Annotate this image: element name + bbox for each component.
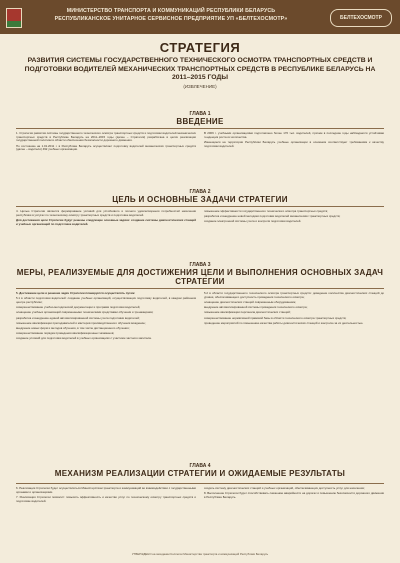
paragraph: создание электронной системы учета и контроля подготовки водителей. [204, 219, 302, 224]
org-line-1: МИНИСТЕРСТВО ТРАНСПОРТА И КОММУНИКАЦИЙ РЕСПУБЛИКИ БЕЛАРУСЬ [66, 8, 276, 14]
paragraph: внедрение новых форм и методов обучения, в том числе дистанционного обучения; [16, 325, 130, 330]
org-line-2: РЕСПУБЛИКАНСКОЕ УНИТАРНОЕ СЕРВИСНОЕ ПРЕДПРИЯТИЕ УП «БЕЛТЕХОСМОТР» [54, 16, 288, 22]
paragraph: В 2009 г. учебными организациями подготовлено более 170 тыс. водителей, причем в последние годы наблюдается устойчивая тенденция роста их количества. [204, 132, 384, 139]
paragraph: 5.1 в области подготовки водителей: создание учебных организаций, осуществляющих подготовку водителей, в каждом районном центре республики; [16, 296, 196, 304]
right-column [204, 210, 384, 256]
chapter-3-body [16, 292, 384, 407]
paragraph: повышение квалификации персонала диагностических станций; [204, 310, 291, 315]
chapter-number: ГЛАВА 2 [189, 189, 211, 195]
footer-note: УТВЕРЖДЕНО на заседании Коллегии Министерства транспорта и коммуникаций Республики Беларусь [131, 552, 269, 556]
page-subtitle: РАЗВИТИЯ СИСТЕМЫ ГОСУДАРСТВЕННОГО ТЕХНИЧЕСКОГО ОСМОТРА ТРАНСПОРТНЫХ СРЕДСТВ И ПОДГОТОВКИ ВОДИТЕЛЕЙ МЕХАНИЧЕСКИХ ТРАНСПОРТНЫХ СРЕДСТВ В РЕСПУБЛИКЕ БЕЛАРУСЬ НА 2011–2015 ГОДЫ [24, 57, 376, 82]
beltehosmotr-logo: БЕЛТЕХОСМОТР [330, 9, 392, 27]
chapter-4-body [16, 487, 384, 549]
paragraph: оснащение учебных организаций современными техническими средствами обучения и тренажерами; [16, 310, 154, 315]
right-column [204, 487, 384, 549]
divider [16, 288, 384, 289]
chapter-3-heading [16, 262, 384, 286]
paragraph: 4. Целью Стратегии является формирование условий для устойчивого и полного удовлетворения потребностей населения республики в услугах по техническому осмотру транспортных средств и подготовке водителей. [16, 210, 196, 217]
paragraph: совершенствование порядка проведения квалификационных экзаменов; [16, 331, 115, 336]
left-column [16, 132, 196, 184]
chapter-title: ЦЕЛЬ И ОСНОВНЫЕ ЗАДАЧИ СТРАТЕГИИ [112, 195, 288, 204]
paragraph: По состоянию на 1.01.2011 г. в Республике Беларусь осуществляют подготовку водителей механических транспортных средств (далее – водители) 492 учебных организации. [16, 143, 196, 152]
paragraph: 5.2 в области государственного технического осмотра транспортных средств: доведение количества диагностических станций до уровня, обеспечивающего доступность проведения технического осмотра; [204, 292, 384, 299]
chapter-2-heading [16, 189, 384, 204]
paragraph: 1. Стратегия развития системы государственного технического осмотра транспортных средств и подготовки водителей механических транспортных средств в Республике Беларусь на 2011–2015 годы (далее – Стратегия) разработана в целях реализации государственной политики в области обеспечения безопасности дорожного движения. [16, 132, 196, 143]
chapter-number: ГЛАВА 4 [189, 463, 211, 469]
paragraph: создать систему диагностических станций и учебных организаций, обеспечивающих доступность услуг для населения; [204, 487, 365, 490]
left-column [16, 292, 196, 407]
paragraph: 5. Достижение цели и решение задач Стратегии планируется осуществлять путем: [16, 292, 136, 295]
flag-icon [6, 8, 22, 28]
divider [16, 206, 384, 207]
chapter-title: МЕХАНИЗМ РЕАЛИЗАЦИИ СТРАТЕГИИ И ОЖИДАЕМЫЕ РЕЗУЛЬТАТЫ [54, 469, 346, 478]
paragraph: разработка и внедрение новой методики подготовки водителей механических транспортных средств; [204, 214, 341, 219]
excerpt-note: (ИЗВЛЕЧЕНИЕ) [183, 83, 217, 89]
chapter-number: ГЛАВА 3 [189, 262, 211, 268]
paragraph: Имеющиеся на территории Республики Беларусь учебные организации в основном соответствуют требованиям к качеству подготовки водителей. [204, 139, 384, 148]
chapter-title: ВВЕДЕНИЕ [176, 117, 224, 126]
title-block [20, 40, 380, 89]
left-column [16, 487, 196, 549]
paragraph: проведение мероприятий по повышению качества работы диагностических станций и контролю за их деятельностью. [204, 320, 364, 325]
chapter-4-heading [16, 463, 384, 478]
paragraph: Для достижения цели Стратегии будут решены следующие основные задачи: создание системы диагностических станций и учебных организаций по подготовке водителей. [16, 217, 196, 226]
paragraph: внедрение автоматизированной системы проведения технического осмотра; [204, 305, 308, 310]
paragraph: разработка и внедрение единой автоматизированной системы учета подготовки водителей; [16, 315, 140, 320]
paragraph: повышение эффективности государственного технического осмотра транспортных средств; [204, 210, 328, 213]
paragraph: 7. Реализация Стратегии позволит: повысить эффективность и качество услуг по техническому осмотру транспортных средств и подготовке водителей. [16, 494, 196, 503]
divider [16, 128, 384, 129]
chapter-title: МЕРЫ, РЕАЛИЗУЕМЫЕ ДЛЯ ДОСТИЖЕНИЯ ЦЕЛИ И ВЫПОЛНЕНИЯ ОСНОВНЫХ ЗАДАЧ СТРАТЕГИИ [16, 268, 384, 286]
paragraph: оснащение диагностических станций современным оборудованием; [204, 299, 297, 304]
paragraph: 6. Реализация Стратегии будет осуществляться Министерством транспорта и коммуникаций во взаимодействии с государственными органами и организациями. [16, 487, 196, 494]
chapter-number: ГЛАВА 1 [189, 111, 211, 117]
paragraph: повышение квалификации преподавателей и мастеров производственного обучения вождению; [16, 320, 146, 325]
divider [16, 483, 384, 484]
paragraph: создание условий для подготовки водителей в учебных организациях с участием частного капитала. [16, 336, 152, 341]
chapter-2-body [16, 210, 384, 256]
left-column [16, 210, 196, 256]
page-title: СТРАТЕГИЯ [159, 40, 241, 55]
organization-name [26, 7, 316, 23]
right-column [204, 292, 384, 407]
right-column [204, 132, 384, 184]
paragraph: совершенствование учебно-методической документации и программ подготовки водителей; [16, 305, 141, 310]
header-bar [0, 0, 400, 34]
paragraph: 8. Выполнение Стратегии будет способствовать снижению аварийности на дорогах и повышению безопасности дорожного движения в Республике Беларусь. [204, 491, 384, 499]
chapter-1-heading [16, 111, 384, 126]
chapter-1-body [16, 132, 384, 184]
paragraph: совершенствование нормативной правовой базы в области технического осмотра транспортных средств; [204, 315, 347, 320]
